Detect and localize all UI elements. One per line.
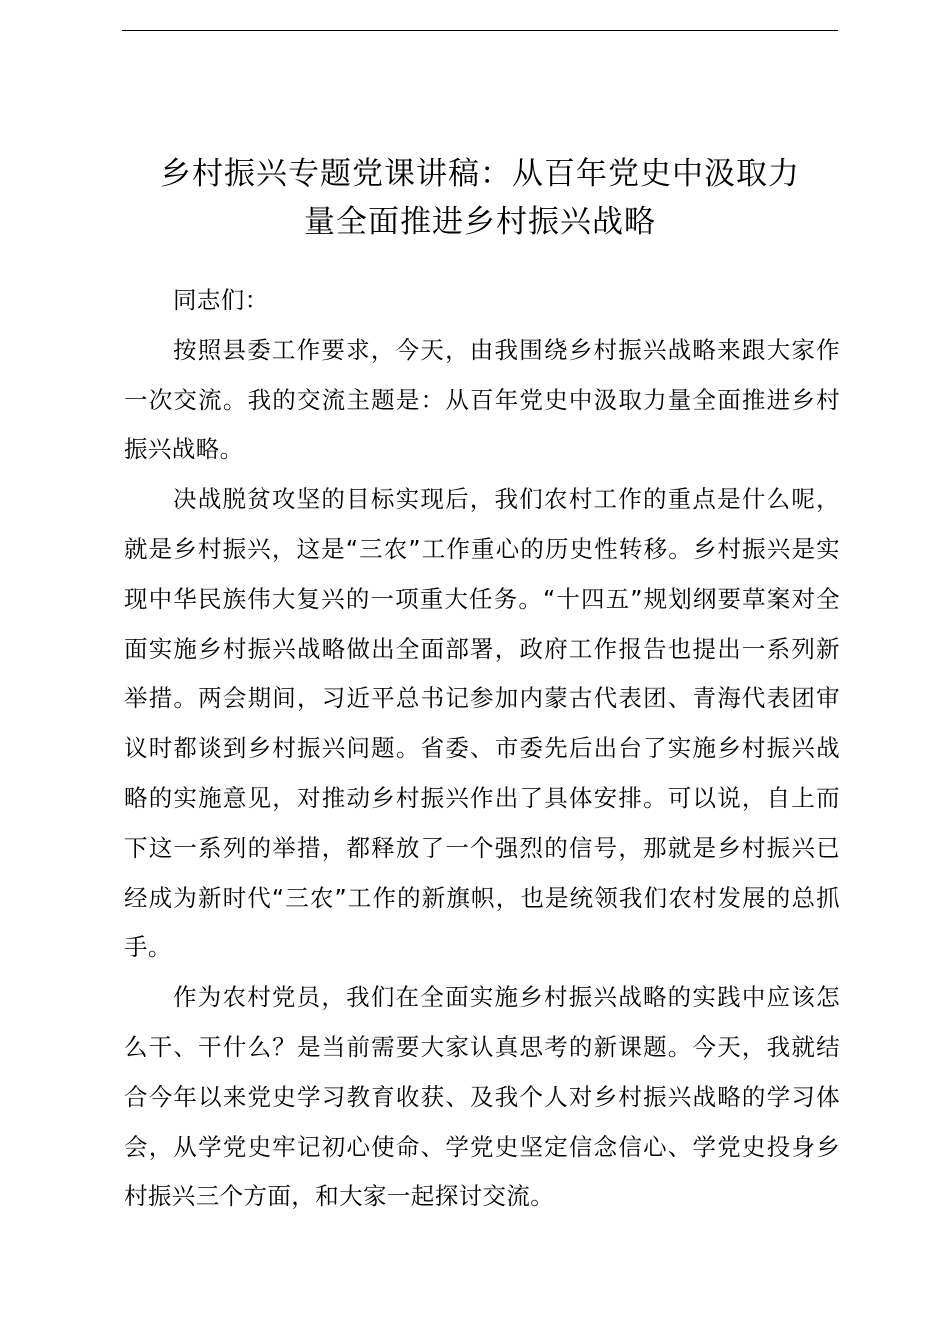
document-title [110, 150, 850, 246]
paragraph-intro: 按照县委工作要求，今天，由我围绕乡村振兴战略来跟大家作一次交流。我的交流主题是：从百年党史中汲取力量全面推进乡村振兴战略。 [124, 335, 840, 464]
title-line-1: 乡村振兴专题党课讲稿：从百年党史中汲取力 [160, 156, 800, 192]
salutation: 同志们： [173, 286, 269, 314]
header-divider [122, 30, 838, 31]
paragraph-outline: 作为农村党员，我们在全面实施乡村振兴战略的实践中应该怎么干、干什么？是当前需要大家认真思考的新课题。今天，我就结合今年以来党史学习教育收获、及我个人对乡村振兴战略的学习体会，从学党史牢记初心使命、学党史坚定信念信心、学党史投身乡村振兴三个方面，和大家一起探讨交流。 [124, 983, 840, 1211]
title-line-2: 量全面推进乡村振兴战略 [304, 204, 656, 240]
paragraph-background: 决战脱贫攻坚的目标实现后，我们农村工作的重点是什么呢，就是乡村振兴，这是“三农”工作重心的历史性转移。乡村振兴是实现中华民族伟大复兴的一项重大任务。“十四五”规划纲要草案对全面实施乡村振兴战略做出全面部署，政府工作报告也提出一系列新举措。两会期间，习近平总书记参加内蒙古代表团、青海代表团审议时都谈到乡村振兴问题。省委、市委先后出台了实施乡村振兴战略的实施意见，对推动乡村振兴作出了具体安排。可以说，自上而下这一系列的举措，都释放了一个强烈的信号，那就是乡村振兴已经成为新时代“三农”工作的新旗帜，也是统领我们农村发展的总抓手。 [124, 485, 840, 962]
document-body [124, 276, 840, 1222]
